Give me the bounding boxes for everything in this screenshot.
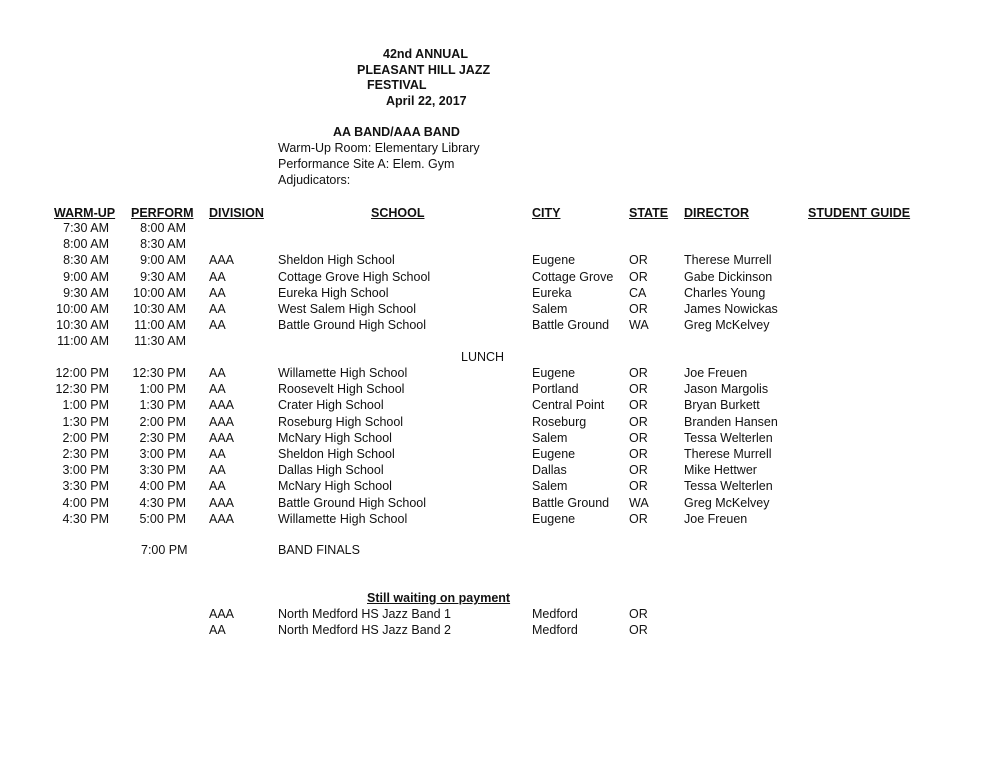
performance-site: Performance Site A: Elem. Gym: [278, 157, 455, 171]
cell-warmup: 9:00 AM: [63, 269, 109, 284]
cell-director: Branden Hansen: [684, 414, 778, 429]
cell-city: Eugene: [532, 447, 576, 461]
cell-division: AA: [209, 285, 226, 300]
cell-perform: 11:30 AM: [134, 334, 186, 349]
header-perform: PERFORM: [131, 206, 194, 220]
cell-warmup: 12:00 PM: [55, 366, 109, 380]
cell-warmup: 1:30 PM: [62, 414, 109, 429]
table-row: [0, 333, 1000, 349]
cell-warmup: 2:00 PM: [62, 430, 109, 445]
cell-director: Bryan Burkett: [684, 398, 760, 413]
cell-division: AAA: [209, 253, 235, 268]
warmup-room: Warm-Up Room: Elementary Library: [278, 141, 480, 155]
table-row: [0, 220, 1000, 236]
cell-city: Eugene: [532, 366, 576, 380]
cell-city: Medford: [532, 623, 578, 638]
cell-state: OR: [629, 511, 648, 526]
header-student-guide: STUDENT GUIDE: [808, 206, 911, 220]
festival-date: April 22, 2017: [386, 94, 467, 108]
cell-division: AAA: [209, 511, 235, 526]
cell-school: McNary High School: [278, 430, 392, 445]
cell-director: James Nowickas: [684, 302, 778, 316]
cell-perform: 9:00 AM: [140, 253, 186, 268]
cell-division: AA: [209, 623, 226, 638]
cell-city: Salem: [532, 430, 568, 445]
cell-director: Charles Young: [684, 285, 766, 300]
cell-city: Medford: [532, 607, 578, 621]
cell-perform: 8:30 AM: [140, 237, 186, 252]
cell-director: Therese Murrell: [684, 253, 772, 268]
cell-school: West Salem High School: [278, 302, 417, 316]
cell-perform: 10:30 AM: [133, 302, 186, 316]
table-row: [0, 381, 1000, 397]
header-state: STATE: [629, 206, 669, 220]
header-warmup: WARM-UP: [54, 206, 116, 220]
cell-director: Tessa Welterlen: [684, 479, 773, 494]
table-row: [0, 446, 1000, 462]
cell-division: AA: [209, 366, 226, 380]
cell-warmup: 2:30 PM: [62, 447, 109, 461]
cell-school: McNary High School: [278, 479, 392, 494]
adjudicators: Adjudicators:: [278, 173, 351, 187]
cell-perform: 3:00 PM: [139, 447, 186, 461]
cell-division: AA: [209, 302, 226, 316]
session-heading: AA BAND/AAA BAND: [333, 125, 460, 139]
cell-perform: 1:30 PM: [139, 398, 186, 413]
cell-school: Roseburg High School: [278, 414, 404, 429]
cell-state: OR: [629, 366, 648, 380]
cell-director: Therese Murrell: [684, 447, 772, 461]
cell-school: Dallas High School: [278, 463, 384, 478]
cell-division: AA: [209, 382, 226, 397]
cell-perform: 9:30 AM: [140, 269, 186, 284]
table-row: [0, 301, 1000, 317]
table-row: [0, 414, 1000, 430]
cell-city: Eureka: [532, 285, 572, 300]
schedule-header-row: [0, 205, 1000, 221]
cell-perform: 4:00 PM: [139, 479, 186, 494]
cell-school: Battle Ground High School: [278, 318, 427, 333]
cell-school: North Medford HS Jazz Band 2: [278, 623, 451, 638]
table-row: [0, 511, 1000, 527]
header-division: DIVISION: [209, 206, 264, 220]
table-row: [0, 430, 1000, 446]
cell-state: OR: [629, 414, 648, 429]
cell-warmup: 4:00 PM: [62, 495, 109, 510]
title-line-1: 42nd ANNUAL: [383, 47, 468, 61]
title-line-3: FESTIVAL: [367, 78, 427, 92]
table-row: [0, 397, 1000, 413]
header-director: DIRECTOR: [684, 206, 750, 220]
finals-label: BAND FINALS: [278, 543, 360, 557]
cell-warmup: 10:00 AM: [56, 302, 109, 316]
cell-city: Central Point: [532, 398, 605, 413]
cell-warmup: 10:30 AM: [56, 318, 109, 333]
finals-time: 7:00 PM: [141, 543, 188, 557]
cell-director: Greg McKelvey: [684, 318, 770, 333]
cell-warmup: 7:30 AM: [63, 221, 109, 235]
cell-city: Dallas: [532, 463, 567, 478]
cell-director: Tessa Welterlen: [684, 430, 773, 445]
cell-director: Joe Freuen: [684, 511, 748, 526]
table-row: [0, 495, 1000, 511]
cell-warmup: 9:30 AM: [63, 285, 109, 300]
table-row: [0, 236, 1000, 252]
cell-city: Battle Ground: [532, 318, 610, 333]
cell-state: OR: [629, 253, 648, 268]
cell-division: AA: [209, 479, 226, 494]
cell-school: Battle Ground High School: [278, 495, 427, 510]
cell-school: Willamette High School: [278, 366, 408, 380]
cell-warmup: 3:30 PM: [62, 479, 109, 494]
cell-school: North Medford HS Jazz Band 1: [278, 607, 451, 621]
cell-city: Battle Ground: [532, 495, 610, 510]
cell-city: Portland: [532, 382, 579, 397]
cell-state: OR: [629, 398, 648, 413]
cell-warmup: 8:30 AM: [63, 253, 109, 268]
cell-city: Cottage Grove: [532, 269, 614, 284]
table-row: [0, 252, 1000, 268]
cell-state: OR: [629, 269, 648, 284]
cell-perform: 4:30 PM: [139, 495, 186, 510]
cell-school: Roosevelt High School: [278, 382, 405, 397]
table-row: [0, 269, 1000, 285]
cell-division: AAA: [209, 414, 235, 429]
cell-perform: 2:30 PM: [139, 430, 186, 445]
cell-school: Eureka High School: [278, 285, 389, 300]
cell-school: Cottage Grove High School: [278, 269, 431, 284]
cell-perform: 1:00 PM: [139, 382, 186, 397]
cell-warmup: 8:00 AM: [63, 237, 109, 252]
cell-warmup: 3:00 PM: [62, 463, 109, 478]
cell-state: OR: [629, 382, 648, 397]
table-row: [0, 462, 1000, 478]
cell-warmup: 4:30 PM: [62, 511, 109, 526]
cell-state: WA: [629, 318, 649, 333]
cell-perform: 11:00 AM: [134, 318, 186, 333]
lunch-label: LUNCH: [461, 350, 505, 364]
cell-director: Greg McKelvey: [684, 495, 770, 510]
cell-warmup: 12:30 PM: [55, 382, 109, 397]
cell-perform: 3:30 PM: [139, 463, 186, 478]
cell-division: AA: [209, 318, 226, 333]
table-row: [0, 478, 1000, 494]
cell-city: Salem: [532, 302, 568, 316]
cell-perform: 12:30 PM: [132, 366, 186, 380]
cell-city: Eugene: [532, 253, 576, 268]
cell-state: OR: [629, 623, 648, 638]
cell-division: AAA: [209, 430, 235, 445]
cell-director: Jason Margolis: [684, 382, 769, 397]
cell-division: AAA: [209, 398, 235, 413]
cell-state: OR: [629, 430, 648, 445]
title-line-2: PLEASANT HILL JAZZ: [357, 63, 491, 77]
cell-city: Roseburg: [532, 414, 587, 429]
cell-division: AAA: [209, 495, 235, 510]
cell-director: Gabe Dickinson: [684, 269, 773, 284]
table-row: [0, 606, 1000, 622]
cell-state: OR: [629, 463, 648, 478]
cell-state: OR: [629, 607, 648, 621]
cell-division: AA: [209, 463, 226, 478]
cell-warmup: 11:00 AM: [57, 334, 109, 349]
cell-director: Mike Hettwer: [684, 463, 757, 478]
cell-state: WA: [629, 495, 649, 510]
cell-perform: 2:00 PM: [139, 414, 186, 429]
cell-school: Crater High School: [278, 398, 384, 413]
cell-division: AA: [209, 447, 226, 461]
cell-director: Joe Freuen: [684, 366, 748, 380]
table-row: [0, 285, 1000, 301]
cell-state: OR: [629, 479, 648, 494]
cell-state: OR: [629, 302, 648, 316]
cell-division: AAA: [209, 607, 235, 621]
waiting-heading: Still waiting on payment: [367, 591, 511, 605]
cell-state: CA: [629, 285, 647, 300]
table-row: [0, 622, 1000, 638]
table-row: [0, 317, 1000, 333]
cell-city: Salem: [532, 479, 568, 494]
cell-school: Sheldon High School: [278, 253, 395, 268]
cell-perform: 8:00 AM: [140, 221, 186, 235]
cell-school: Willamette High School: [278, 511, 408, 526]
cell-division: AA: [209, 269, 226, 284]
cell-perform: 5:00 PM: [139, 511, 186, 526]
header-school: SCHOOL: [371, 206, 425, 220]
cell-school: Sheldon High School: [278, 447, 395, 461]
cell-city: Eugene: [532, 511, 576, 526]
cell-perform: 10:00 AM: [133, 285, 186, 300]
cell-warmup: 1:00 PM: [62, 398, 109, 413]
cell-state: OR: [629, 447, 648, 461]
header-city: CITY: [532, 206, 561, 220]
table-row: [0, 365, 1000, 381]
